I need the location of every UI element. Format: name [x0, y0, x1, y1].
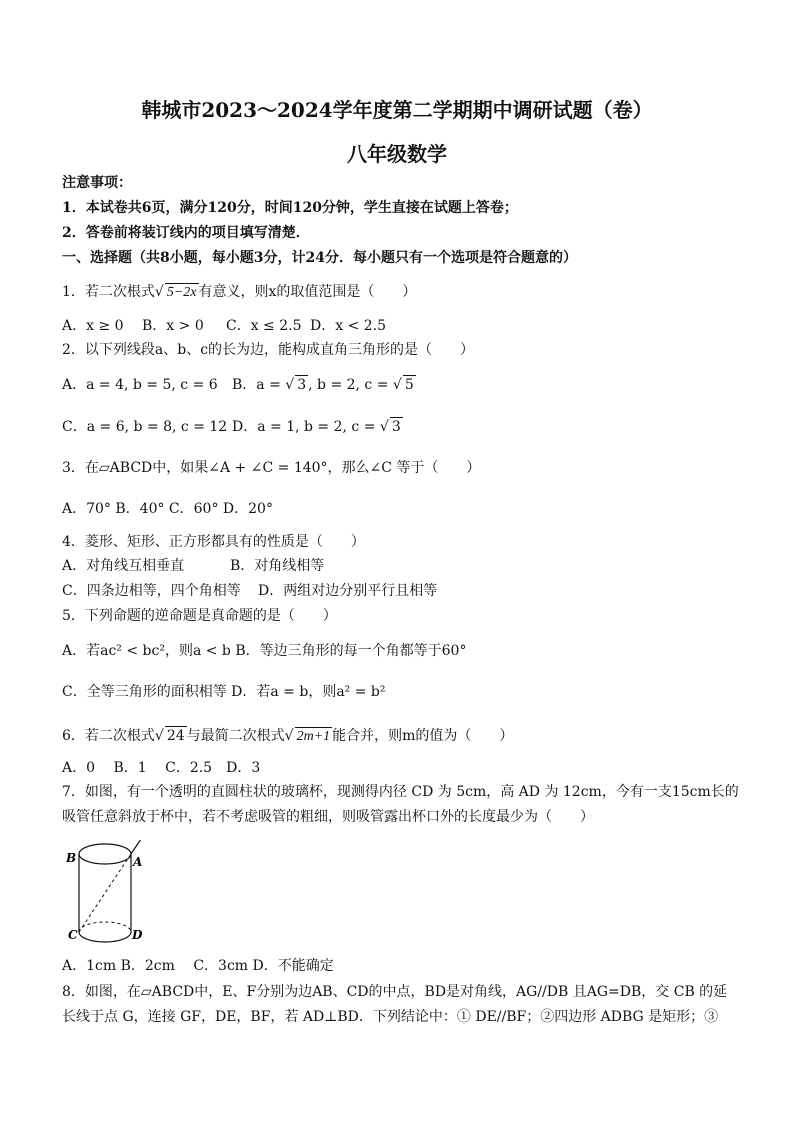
option-d: D．a = 1, b = 2, c = √ 3 — [232, 419, 401, 435]
exam-title: 韩城市2023～2024学年度第二学期期中调研试题（卷） — [141, 98, 653, 122]
question-8-line-2: 长线于点 G，连接 GF，DE，BF，若 AD⊥BD．下列结论中：① DE//BF；②四边形 ADBG 是矩形；③ — [62, 1009, 719, 1025]
option-a: A．a = 4, b = 5, c = 6 — [62, 377, 218, 393]
label-b: B — [66, 851, 77, 865]
cylinder-figure — [66, 840, 156, 952]
section-heading: 一、选择题（共8小题，每小题3分，计24分．每小题只有一个选项是符合题意的） — [62, 250, 577, 266]
question-4-options-ab — [62, 557, 324, 575]
question-1: 1．若二次根式√ 5−2x 有意义，则x的取值范围是（ ） — [62, 284, 417, 300]
question-2-options-ab — [62, 375, 416, 394]
notice-item-1: 1．本试卷共6页，满分120分，时间120分钟，学生直接在试题上答卷； — [62, 200, 518, 216]
option-d: D．两组对边分别平行且相等 — [258, 583, 438, 599]
question-4-options-cd — [62, 582, 437, 600]
exam-subtitle: 八年级数学 — [347, 142, 447, 166]
option-c: C．a = 6, b = 8, c = 12 — [62, 419, 228, 435]
question-1-options — [62, 317, 386, 335]
option-d: D．x < 2.5 — [310, 318, 387, 334]
question-7-line-1: 7．如图，有一个透明的直圆柱状的玻璃杯，现测得内径 CD 为 5cm，高 AD 为 12cm，今有一支15cm长的 — [62, 784, 739, 800]
question-3-options: A．70° B．40° C．60° D．20° — [62, 501, 273, 517]
question-8-line-1: 8．如图，在▱ABCD中，E、F分别为边AB、CD的中点，BD是对角线，AG//DB 且AG=DB，交 CB 的延 — [62, 984, 728, 1000]
notice-item-2: 2．答卷前将装订线内的项目填写清楚． — [62, 225, 310, 241]
radicand: 5−2x — [166, 285, 197, 300]
question-2: 2．以下列线段a、b、c的长为边，能构成直角三角形的是（ ） — [62, 342, 475, 358]
option-c: C．四条边相等，四个角相等 — [62, 583, 241, 599]
label-a: A — [133, 855, 143, 869]
option-a: A．对角线互相垂直 — [62, 558, 185, 574]
question-4: 4．菱形、矩形、正方形都具有的性质是（ ） — [62, 534, 365, 550]
question-2-options-cd — [62, 417, 403, 436]
option-b: B．a = √ 3 , b = 2, c = √ 5 — [232, 377, 414, 393]
notice-heading: 注意事项： — [62, 175, 132, 191]
question-5: 5．下列命题的逆命题是真命题的是（ ） — [62, 608, 337, 624]
question-5-options-ab: A．若ac² < bc²，则a < b B．等边三角形的每一个角都等于60° — [62, 643, 467, 659]
label-c: C — [68, 928, 78, 942]
question-5-options-cd: C．全等三角形的面积相等 D．若a = b，则a² = b² — [62, 684, 386, 700]
question-6-options: A．0 B．1 C．2.5 D．3 — [62, 760, 261, 776]
label-d: D — [132, 928, 143, 942]
option-a: A．x ≥ 0 — [62, 318, 124, 334]
option-b: B．x > 0 — [142, 318, 204, 334]
option-b: B．对角线相等 — [230, 558, 325, 574]
question-7-options: A．1cm B．2cm C．3cm D．不能确定 — [62, 958, 334, 974]
question-7-line-2: 吸管任意斜放于杯中，若不考虑吸管的粗细，则吸管露出杯口外的长度最少为（ ） — [62, 809, 594, 825]
option-c: C．x ≤ 2.5 — [226, 318, 302, 334]
question-3: 3．在▱ABCD中，如果∠A + ∠C = 140°，那么∠C 等于（ ） — [62, 460, 481, 476]
question-6: 6．若二次根式√ 24 与最简二次根式√ 2m+1 能合并，则m的值为（ ） — [62, 728, 514, 744]
